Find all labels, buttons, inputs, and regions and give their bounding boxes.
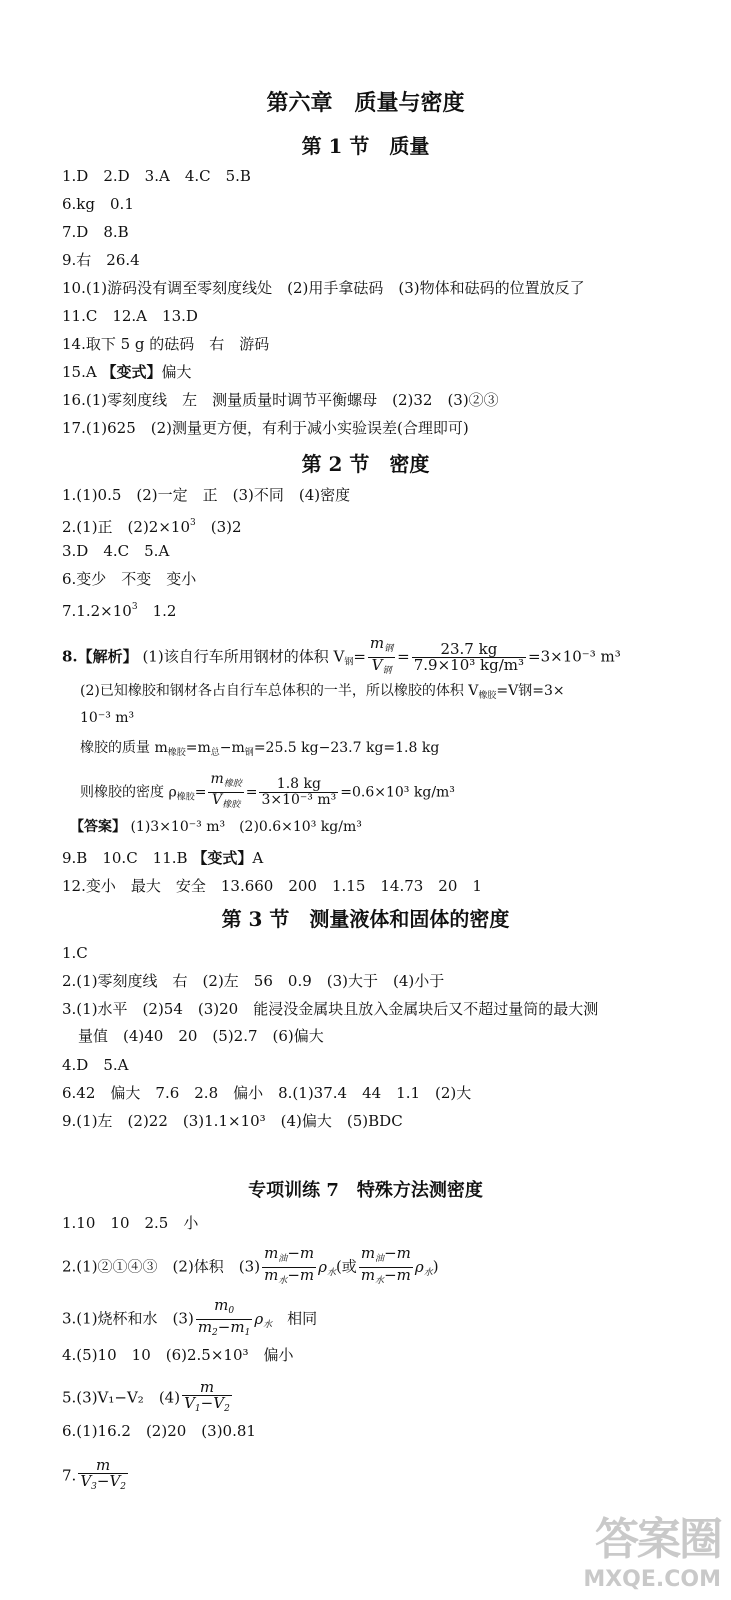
q8-frac2-den: 7.9×10³ kg/m³ [413,656,525,674]
s4-q3-pre: 3.(1)烧杯和水 (3) [62,1309,194,1328]
section-3-title: 第 3 节 测量液体和固体的密度 [221,907,510,931]
s4-q7-frac: $\frac{m}{V_3-V_2}$ [80,1456,127,1492]
s2-line-q12: 12.变小 最大 安全 13.660 200 1.15 14.73 20 1 [62,877,482,895]
q2-exp: 3 [190,518,196,528]
q8-line-4: 橡胶的质量 $m_{橡胶}=m_总-m_钢=25.5$ kg−23.7 kg=1.8 kg [80,740,440,758]
q8-frac-4 [259,777,338,808]
q8-line4-tail: =25.5 kg−23.7 kg=1.8 kg [253,740,440,756]
q8-line-3: 10⁻³ m³ [80,710,135,726]
s4-line-3: 3.(1)烧杯和水 (3) $\frac{m_0}{m_2-m_1}$ $\rho_水$ 相同 [62,1298,317,1341]
q8-line1-text: (1)该自行车所用钢材的体积 V [142,647,345,666]
s3-line-6: 6.42 偏大 7.6 2.8 偏小 8.(1)37.4 44 1.1 (2)大 [62,1084,472,1102]
s1-line-q17: 17.(1)625 (2)测量更方便，有利于减小实验误差(合理即可) [62,419,469,437]
q7-pre: 7.1.2×10 [62,602,132,620]
q9-post: A [252,849,264,867]
s1-line-q15 [62,361,192,383]
s3-line-5: 4.D 5.A [62,1056,129,1074]
s4-line-1: 1.10 10 2.5 小 [62,1214,199,1232]
s4-line-7 [62,1458,130,1495]
q8-line4-pre: 橡胶的质量 m [80,740,168,756]
q8-frac4-den: 3×10⁻³ m³ [261,792,337,808]
q8-line4-mid: =m [185,740,211,756]
s2-line-1: 1.(1)0.5 (2)一定 正 (3)不同 (4)密度 [62,486,351,504]
s4-line-4: 4.(5)10 10 (6)2.5×10³ 偏小 [62,1346,294,1364]
q8-frac-2 [412,642,526,673]
watermark-url: MXQE.COM [583,1567,721,1592]
s3-line-7: 9.(1)左 (2)22 (3)1.1×10³ (4)偏大 (5)BDC [62,1112,403,1130]
q8-frac2-num: 23.7 kg [412,642,526,658]
q8-frac1-den: V [371,656,383,674]
s1-line-q16: 16.(1)零刻度线 左 测量质量时调节平衡螺母 (2)32 (3)②③ [62,391,499,409]
q8-answer-label: 【答案】 [70,819,126,835]
s3-line-3: 3.(1)水平 (2)54 (3)20 能浸没金属块且放入金属块后又不超过量筒的最大测 [62,1000,599,1018]
watermark-logo: 答案圈 [595,1514,721,1565]
q8-frac1-num: m [369,634,385,652]
q2-pre: 2.(1)正 (2)2×10 [62,518,191,536]
s1-line-2: 6.kg 0.1 [62,195,134,213]
q8-label: 8.【解析】 [62,647,138,666]
q8-frac-3: $m_{橡胶}$ $V_{橡胶}$ [210,771,242,810]
q8-sub-gang: 钢 [344,657,354,668]
s2-line-4: 6.变少 不变 变小 [62,570,197,588]
q15-tag: 【变式】 [101,363,162,381]
s3-line-4: 量值 (4)40 20 (5)2.7 (6)偏大 [78,1027,324,1045]
s4-q7-pre: 7. [62,1466,77,1485]
section-1-title: 第 1 节 质量 [301,134,430,158]
s4-q2-pre: 2.(1)②①④③ (2)体积 (3) [62,1257,261,1276]
q8-frac3a-sub: 橡胶 [223,779,242,789]
q15-pre: 15.A [62,363,102,381]
q7-post: 1.2 [137,602,177,620]
s4-q2-frac-2: $m_油-m$ $m_水-m$ [360,1244,411,1286]
q8-line2-tail: =V钢=3× [496,683,565,699]
s4-line-5 [62,1380,234,1417]
q8-result-1: =3×10⁻³ m³ [528,647,621,666]
q8-line-1: 8.【解析】 (1)该自行车所用钢材的体积 $V_钢=$ $m_钢$ $V_钢$ = $\frac{23.7 kg}{\text{7.9×10³ kg/m³}}$ =3×10⁻³ m³ [62,636,621,679]
q8-answer [70,816,362,838]
s1-line-5: 10.(1)游码没有调至零刻度线处 (2)用手拿砝码 (3)物体和砝码的位置放反了 [62,279,585,297]
q8-frac-1 [368,636,395,679]
s1-line-6: 11.C 12.A 13.D [62,307,198,325]
q8-frac1-num-sub: 钢 [384,644,394,654]
s1-line-1: 1.D 2.D 3.A 4.C 5.B [62,167,251,185]
s3-line-1: 1.C [62,944,88,962]
q8-line5-sub: 橡胶 [176,792,195,803]
q8-answer-text: (1)3×10⁻³ m³ (2)0.6×10³ kg/m³ [130,819,362,835]
q8-line-5: 则橡胶的密度 $\rho_{橡胶}=$ $m_{橡胶}$ $V_{橡胶}$ = $\frac{1.8 kg}{\text{3×10⁻³ m³}}$ =0.6×10³ kg/m³ [80,772,455,813]
q8-line2-text: (2)已知橡胶和钢材各占自行车总体积的一半，所以橡胶的体积 V [80,683,479,699]
q8-frac3b-sub: 橡胶 [222,800,241,810]
q9-pre: 9.B 10.C 11.B [62,849,193,867]
s4-q3-frac: $\frac{m_0}{m_2-m_1}$ [197,1296,251,1338]
s4-q5-frac: $\frac{m}{V_1-V_2}$ [184,1378,230,1414]
section-4-title: 专项训练 7 特殊方法测密度 [248,1180,483,1201]
watermark [583,1503,721,1592]
s4-line-2: 2.(1)②①④③ (2)体积 (3) $m_油-m$ $m_水-m$ $\rho_水$(或 $m_油-m$ $m_水-m$ $\rho_水$) [62,1246,439,1289]
chapter-title: 第六章 质量与密度 [266,90,465,116]
s3-line-2: 2.(1)零刻度线 右 (2)左 56 0.9 (3)大于 (4)小于 [62,972,445,990]
q8-frac4-num: 1.8 kg [259,777,338,793]
q9-tag: 【变式】 [192,849,253,867]
s2-line-q7 [62,596,176,622]
s2-line-3: 3.D 4.C 5.A [62,542,170,560]
q8-line-2 [80,680,565,707]
s2-line-q2 [62,512,242,538]
q8-result-2: =0.6×10³ kg/m³ [340,784,455,801]
q8-line4-sub1: 橡胶 [167,748,186,758]
q7-exp: 3 [131,602,138,612]
s4-q2-alt: (或 [335,1257,357,1276]
q8-frac1-den-sub: 钢 [382,666,392,676]
q8-sub-xj: 橡胶 [478,691,497,701]
q15-post: 偏大 [161,363,192,381]
s4-q5-pre: 5.(3)V₁−V₂ (4) [62,1388,181,1407]
q2-post: (3)2 [195,518,242,536]
s1-line-4: 9.右 26.4 [62,251,140,269]
s4-q2-frac-1: $m_油-m$ $m_水-m$ [264,1244,315,1286]
q8-line5-pre: 则橡胶的密度 ρ [80,784,177,801]
s1-line-7: 14.取下 5 g 的砝码 右 游码 [62,335,270,353]
s1-line-3: 7.D 8.B [62,223,129,241]
s2-line-q9 [62,847,263,869]
s4-line-6: 6.(1)16.2 (2)20 (3)0.81 [62,1422,256,1440]
q8-line4-sub3: 钢 [244,748,254,758]
q8-line4-sub2: 总 [210,748,220,758]
section-2-title: 第 2 节 密度 [301,452,430,476]
s4-q3-post: 相同 [287,1309,318,1328]
